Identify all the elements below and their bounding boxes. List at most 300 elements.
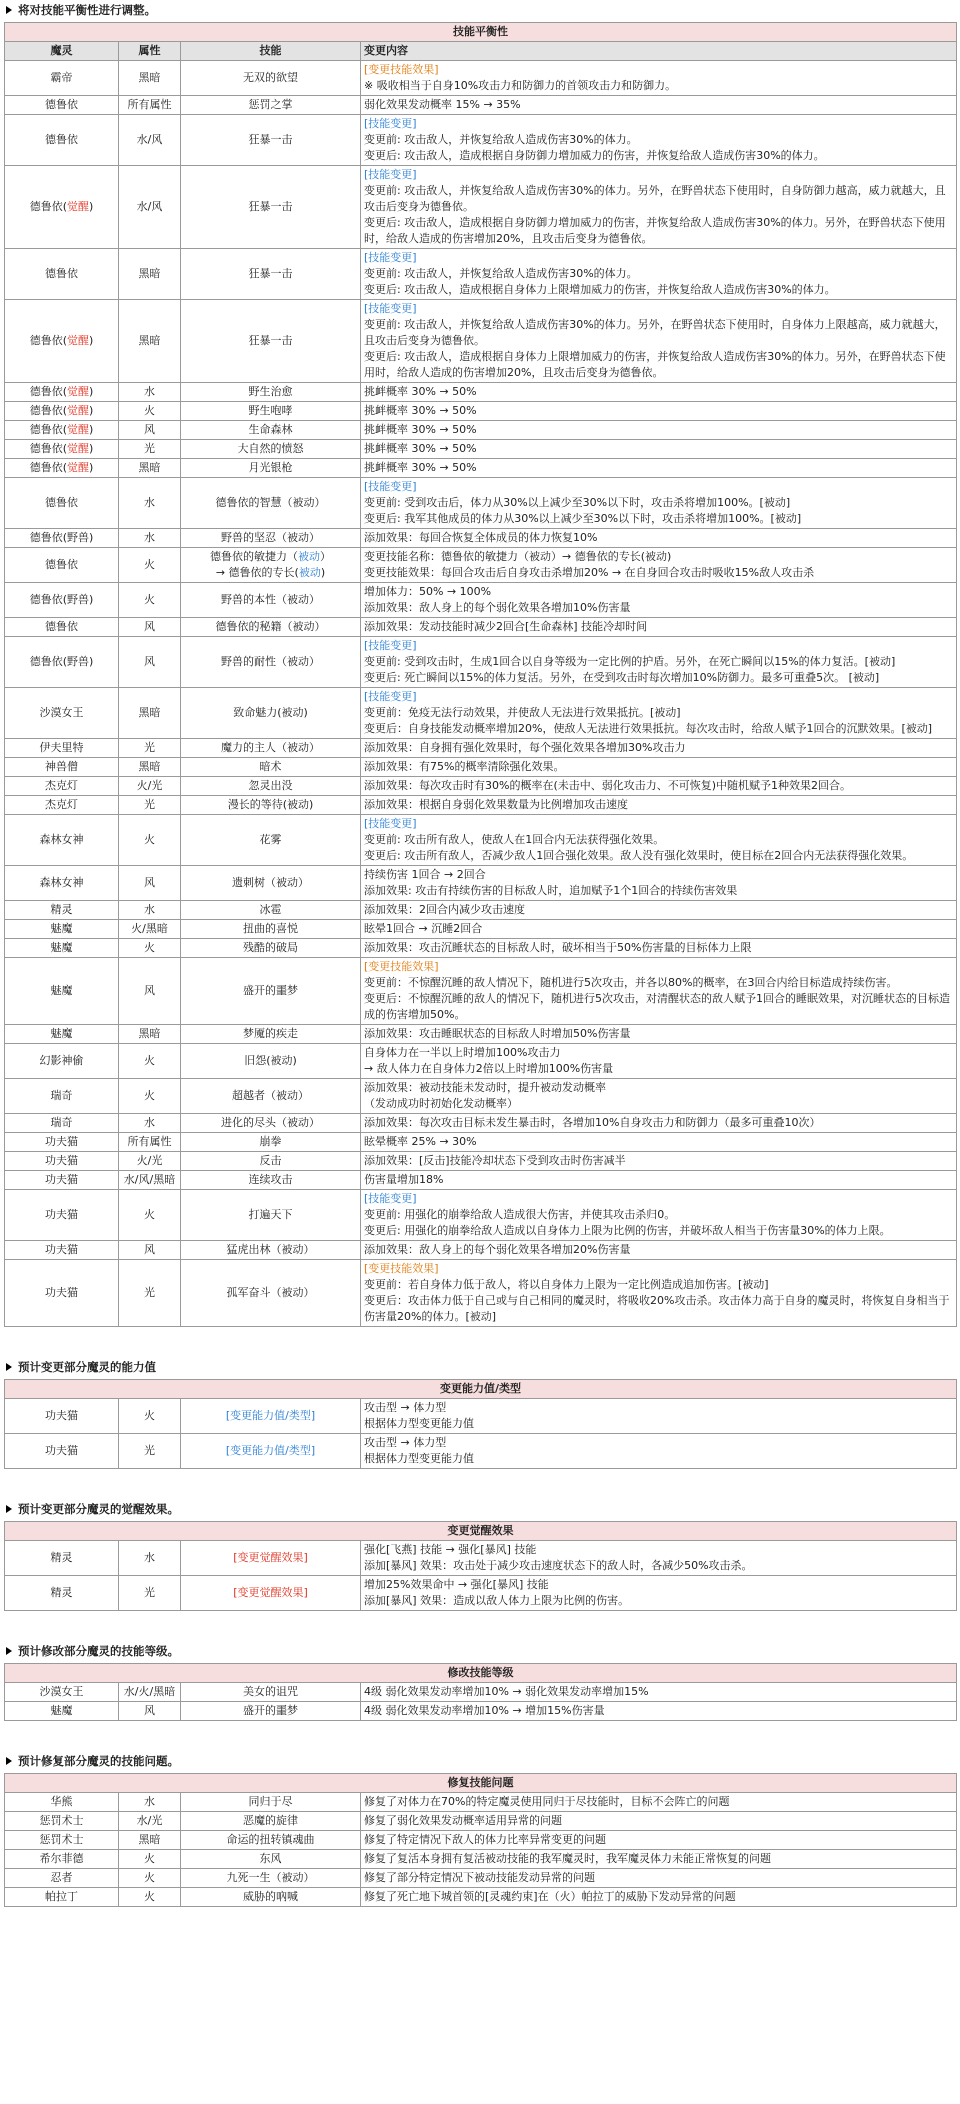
triangle-bullet-icon bbox=[6, 6, 12, 14]
skill-name: 连续攻击 bbox=[181, 1171, 361, 1190]
attribute: 火 bbox=[119, 815, 181, 866]
monster-name-text: 功夫猫 bbox=[45, 1154, 78, 1167]
table-row bbox=[5, 1793, 957, 1812]
description-line: 添加效果：自身拥有强化效果时，每个强化效果各增加30%攻击力 bbox=[364, 741, 686, 754]
monster-name bbox=[5, 1812, 119, 1831]
change-description bbox=[361, 478, 957, 529]
monster-name-text: 伊夫里特 bbox=[39, 741, 84, 754]
section-gap bbox=[0, 1469, 960, 1499]
attribute: 黑暗 bbox=[119, 1831, 181, 1850]
description-line: 添加[暴风] 效果：造成以敌人体力上限为比例的伤害。 bbox=[364, 1594, 630, 1607]
description-line: 添加效果：根据自身弱化效果数量为比例增加攻击速度 bbox=[364, 798, 628, 811]
skill-name: 野生治愈 bbox=[181, 383, 361, 402]
skill-name: 命运的扭转镇魂曲 bbox=[181, 1831, 361, 1850]
description-line: 变更后: 死亡瞬间以15%的体力复活。另外，在受到攻击时每次增加10%防御力。最多可重叠5次。 [被动] bbox=[364, 671, 880, 684]
description-line: 添加效果：被动技能未发动时，提升被动发动概率 bbox=[364, 1081, 606, 1094]
table-caption: 修复技能问题 bbox=[5, 1774, 957, 1793]
table-row bbox=[5, 1434, 957, 1469]
paren: ( bbox=[62, 200, 67, 213]
change-description bbox=[361, 777, 957, 796]
change-description bbox=[361, 1260, 957, 1327]
skill-name: 冰雹 bbox=[181, 901, 361, 920]
monster-name-text: 魅魔 bbox=[50, 922, 73, 935]
awaken-label: 觉醒 bbox=[67, 334, 89, 347]
attribute: 火 bbox=[119, 1869, 181, 1888]
table-row bbox=[5, 1171, 957, 1190]
table-row bbox=[5, 1190, 957, 1241]
attribute: 水 bbox=[119, 1541, 181, 1576]
description-line: 添加效果：有75%的概率清除强化效果。 bbox=[364, 760, 565, 773]
monster-name bbox=[5, 1850, 119, 1869]
description-line: [技能变更] bbox=[364, 690, 417, 703]
monster-name bbox=[5, 478, 119, 529]
description-line: 挑衅概率 30% → 50% bbox=[364, 404, 477, 417]
triangle-bullet-icon bbox=[6, 1757, 12, 1765]
section-title-text: 将对技能平衡性进行调整。 bbox=[18, 3, 156, 17]
section-title-text: 预计修复部分魔灵的技能问题。 bbox=[18, 1754, 179, 1768]
table-row bbox=[5, 1888, 957, 1907]
change-description bbox=[361, 383, 957, 402]
description-line: [技能变更] bbox=[364, 1192, 417, 1205]
section-title bbox=[4, 1357, 956, 1379]
change-description bbox=[361, 249, 957, 300]
section-table bbox=[4, 1379, 957, 1469]
change-description bbox=[361, 1114, 957, 1133]
table-row bbox=[5, 440, 957, 459]
skill-name: 恶魔的旋律 bbox=[181, 1812, 361, 1831]
monster-name bbox=[5, 1133, 119, 1152]
description-line: 眩晕1回合 → 沉睡2回合 bbox=[364, 922, 483, 935]
description-line: 变更后：攻击体力低于自己或与自己相同的魔灵时，将吸收20%攻击杀。攻击体力高于自身的魔灵时，将恢复自身相当于伤害量20%的体力。[被动] bbox=[364, 1294, 950, 1323]
monster-name bbox=[5, 796, 119, 815]
skill-name: 九死一生（被动） bbox=[181, 1869, 361, 1888]
skill-name: 盛开的噩梦 bbox=[181, 1702, 361, 1721]
awaken-label: 觉醒 bbox=[67, 442, 89, 455]
skill-name: 进化的尽头（被动） bbox=[181, 1114, 361, 1133]
description-line: 变更后：自身技能发动概率增加20%，使敌人无法进行效果抵抗。每次攻击时，给敌人赋予1回合的沉默效果。[被动] bbox=[364, 722, 933, 735]
section-title bbox=[4, 0, 956, 22]
skill-name: 花雾 bbox=[181, 815, 361, 866]
monster-name-text: 精灵 bbox=[50, 1551, 73, 1564]
table-row bbox=[5, 548, 957, 583]
description-line: 变更后: 攻击敌人，造成根据自身体力上限增加威力的伤害，并恢复给敌人造成伤害30%的体力。另外，在野兽状态下使用时，给敌人造成的伤害增加20%，且攻击后变身为德鲁依。 bbox=[364, 350, 946, 379]
skill-part: → 德鲁依的专长( bbox=[215, 566, 299, 579]
monster-name-text: 惩罚术士 bbox=[39, 1814, 84, 1827]
description-line: 修复了对体力在70%的特定魔灵使用同归于尽技能时，目标不会阵亡的问题 bbox=[364, 1795, 730, 1808]
monster-name-text: 功夫猫 bbox=[45, 1135, 78, 1148]
description-line: （发动成功时初始化发动概率） bbox=[364, 1097, 518, 1110]
change-description bbox=[361, 1812, 957, 1831]
section-0 bbox=[4, 0, 956, 1327]
skill-part: 被动 bbox=[298, 566, 321, 579]
skill-name: 崩拳 bbox=[181, 1133, 361, 1152]
table-row bbox=[5, 1399, 957, 1434]
section-table bbox=[4, 1521, 957, 1611]
table-row bbox=[5, 1133, 957, 1152]
description-line: 修复了部分特定情况下被动技能发动异常的问题 bbox=[364, 1871, 595, 1884]
monster-name-text: 德鲁依 bbox=[29, 200, 63, 213]
monster-name bbox=[5, 1869, 119, 1888]
monster-name-text: 功夫猫 bbox=[45, 1444, 78, 1457]
monster-name bbox=[5, 548, 119, 583]
monster-name-text: 德鲁依 bbox=[29, 423, 63, 436]
table-row bbox=[5, 637, 957, 688]
table-row bbox=[5, 96, 957, 115]
column-header: 技能 bbox=[181, 42, 361, 61]
attribute: 所有属性 bbox=[119, 96, 181, 115]
table-row bbox=[5, 1044, 957, 1079]
description-line: 变更后: 我军其他成员的体力从30%以上减少至30%以下时，攻击杀将增加100%。[被动] bbox=[364, 512, 802, 525]
description-line: 攻击型 → 体力型 bbox=[364, 1436, 447, 1449]
monster-name bbox=[5, 300, 119, 383]
skill-name: 狂暴一击 bbox=[181, 166, 361, 249]
skill-name: 暗术 bbox=[181, 758, 361, 777]
monster-name bbox=[5, 1241, 119, 1260]
description-line: 变更前：免疫无法行动效果，并使敌人无法进行效果抵抗。[被动] bbox=[364, 706, 681, 719]
table-row bbox=[5, 1541, 957, 1576]
awaken-label: 觉醒 bbox=[67, 200, 89, 213]
description-line: [技能变更] bbox=[364, 117, 417, 130]
description-line: 添加[暴风] 效果：攻击处于减少攻击速度状态下的敌人时，各减少50%攻击杀。 bbox=[364, 1559, 753, 1572]
description-line: 添加效果：攻击睡眠状态的目标敌人时增加50%伤害量 bbox=[364, 1027, 631, 1040]
skill-name: 反击 bbox=[181, 1152, 361, 1171]
monster-name bbox=[5, 866, 119, 901]
section-table bbox=[4, 1773, 957, 1907]
change-description bbox=[361, 1869, 957, 1888]
table-row bbox=[5, 249, 957, 300]
description-line: 增加体力：50% → 100% bbox=[364, 585, 492, 598]
description-line: 4级 弱化效果发动率增加10% → 增加15%伤害量 bbox=[364, 1704, 605, 1717]
section-gap bbox=[0, 1327, 960, 1357]
description-line: 修复了特定情况下敌人的体力比率异常变更的问题 bbox=[364, 1833, 606, 1846]
change-description bbox=[361, 1576, 957, 1611]
attribute: 火/光 bbox=[119, 1152, 181, 1171]
description-line: → 敌人体力在自身体力2倍以上时增加100%伤害量 bbox=[364, 1062, 614, 1075]
attribute: 光 bbox=[119, 1434, 181, 1469]
monster-name-text: 魅魔 bbox=[50, 1027, 73, 1040]
description-line: [技能变更] bbox=[364, 639, 417, 652]
monster-name-text: 霸帝 bbox=[50, 71, 73, 84]
paren: ) bbox=[89, 442, 94, 455]
skill-part: ) bbox=[320, 566, 326, 579]
monster-name-text: 德鲁依(野兽) bbox=[29, 593, 94, 606]
attribute: 光 bbox=[119, 739, 181, 758]
attribute: 火/黑暗 bbox=[119, 920, 181, 939]
description-line: 变更技能名称：德鲁依的敏捷力（被动）→ 德鲁依的专长(被动) bbox=[364, 550, 672, 563]
skill-name: [变更觉醒效果] bbox=[181, 1576, 361, 1611]
section-table bbox=[4, 22, 957, 1327]
monster-name bbox=[5, 583, 119, 618]
change-description bbox=[361, 1434, 957, 1469]
change-description bbox=[361, 1044, 957, 1079]
section-title bbox=[4, 1751, 956, 1773]
description-line: 修复了弱化效果发动概率适用异常的问题 bbox=[364, 1814, 562, 1827]
attribute: 所有属性 bbox=[119, 1133, 181, 1152]
skill-line bbox=[184, 565, 357, 581]
triangle-bullet-icon bbox=[6, 1505, 12, 1513]
skill-name: 无双的欲望 bbox=[181, 61, 361, 96]
change-description bbox=[361, 166, 957, 249]
description-line: 添加效果：[反击]技能冷却状态下受到攻击时伤害减半 bbox=[364, 1154, 626, 1167]
change-description bbox=[361, 796, 957, 815]
change-description bbox=[361, 1702, 957, 1721]
attribute: 火 bbox=[119, 583, 181, 618]
monster-name bbox=[5, 96, 119, 115]
attribute: 水 bbox=[119, 529, 181, 548]
skill-name: [变更觉醒效果] bbox=[181, 1541, 361, 1576]
section-2 bbox=[4, 1499, 956, 1611]
attribute: 火 bbox=[119, 548, 181, 583]
monster-name bbox=[5, 1079, 119, 1114]
change-description bbox=[361, 1831, 957, 1850]
monster-name bbox=[5, 1399, 119, 1434]
attribute: 黑暗 bbox=[119, 459, 181, 478]
change-description bbox=[361, 583, 957, 618]
monster-name bbox=[5, 815, 119, 866]
monster-name bbox=[5, 1260, 119, 1327]
monster-name-text: 德鲁依(野兽) bbox=[29, 655, 94, 668]
attribute: 水 bbox=[119, 1793, 181, 1812]
table-caption-row bbox=[5, 1664, 957, 1683]
description-line: [技能变更] bbox=[364, 302, 417, 315]
attribute: 光 bbox=[119, 1576, 181, 1611]
change-description bbox=[361, 920, 957, 939]
monster-name-text: 神兽僧 bbox=[45, 760, 78, 773]
section-1 bbox=[4, 1357, 956, 1469]
attribute: 水 bbox=[119, 478, 181, 529]
description-line: 变更前：不惊醒沉睡的敌人情况下，随机进行5次攻击，并各以80%的概率，在3回合内给目标造成持续伤害。 bbox=[364, 976, 898, 989]
section-gap bbox=[0, 1721, 960, 1751]
attribute: 水 bbox=[119, 901, 181, 920]
skill-name: 野兽的耐性（被动） bbox=[181, 637, 361, 688]
skill-name: 狂暴一击 bbox=[181, 115, 361, 166]
attribute: 火 bbox=[119, 1079, 181, 1114]
table-row bbox=[5, 920, 957, 939]
monster-name-text: 功夫猫 bbox=[45, 1286, 78, 1299]
attribute: 黑暗 bbox=[119, 688, 181, 739]
change-description bbox=[361, 548, 957, 583]
monster-name bbox=[5, 166, 119, 249]
skill-name: 致命魅力(被动) bbox=[181, 688, 361, 739]
monster-name bbox=[5, 1434, 119, 1469]
monster-name-text: 德鲁依 bbox=[29, 385, 63, 398]
monster-name bbox=[5, 1114, 119, 1133]
description-line: 修复了死亡地下城首领的[灵魂约束]在（火）帕拉丁的威胁下发动异常的问题 bbox=[364, 1890, 736, 1903]
awaken-label: 觉醒 bbox=[67, 461, 89, 474]
change-description bbox=[361, 1133, 957, 1152]
table-row bbox=[5, 402, 957, 421]
change-description bbox=[361, 1888, 957, 1907]
section-table bbox=[4, 1663, 957, 1721]
skill-name: 忽灵出没 bbox=[181, 777, 361, 796]
skill-part: ） bbox=[320, 550, 331, 563]
change-description bbox=[361, 1190, 957, 1241]
section-title bbox=[4, 1641, 956, 1663]
column-header: 魔灵 bbox=[5, 42, 119, 61]
monster-name-text: 沙漠女王 bbox=[39, 706, 84, 719]
monster-name-text: 魅魔 bbox=[50, 984, 73, 997]
table-caption-row bbox=[5, 1522, 957, 1541]
table-row bbox=[5, 1683, 957, 1702]
paren: ) bbox=[89, 334, 94, 347]
table-row bbox=[5, 1241, 957, 1260]
change-description bbox=[361, 637, 957, 688]
table-row bbox=[5, 739, 957, 758]
monster-name-text: 功夫猫 bbox=[45, 1243, 78, 1256]
change-description bbox=[361, 939, 957, 958]
attribute: 水 bbox=[119, 1114, 181, 1133]
table-caption-row bbox=[5, 23, 957, 42]
change-description bbox=[361, 688, 957, 739]
description-line: 变更前: 攻击敌人，并恢复给敌人造成伤害30%的体力。 bbox=[364, 267, 638, 280]
monster-name bbox=[5, 1793, 119, 1812]
skill-name: 漫长的等待(被动) bbox=[181, 796, 361, 815]
description-line: 添加效果：2回合内减少攻击速度 bbox=[364, 903, 525, 916]
skill-name: [变更能力值/类型] bbox=[181, 1434, 361, 1469]
table-row bbox=[5, 300, 957, 383]
monster-name-text: 功夫猫 bbox=[45, 1208, 78, 1221]
attribute: 水 bbox=[119, 383, 181, 402]
description-line: 变更前: 用强化的崩拳给敌人造成很大伤害，并使其攻击杀归0。 bbox=[364, 1208, 676, 1221]
awaken-label: 觉醒 bbox=[67, 404, 89, 417]
skill-name: 大自然的愤怒 bbox=[181, 440, 361, 459]
monster-name-text: 华熊 bbox=[50, 1795, 73, 1808]
description-line: [技能变更] bbox=[364, 817, 417, 830]
description-line: 挑衅概率 30% → 50% bbox=[364, 442, 477, 455]
monster-name-text: 德鲁依 bbox=[45, 267, 78, 280]
description-line: 变更前: 攻击所有敌人，使敌人在1回合内无法获得强化效果。 bbox=[364, 833, 665, 846]
monster-name-text: 德鲁依 bbox=[29, 442, 63, 455]
section-title-text: 预计变更部分魔灵的能力值 bbox=[18, 1360, 156, 1374]
description-line: 持续伤害 1回合 → 2回合 bbox=[364, 868, 486, 881]
table-row bbox=[5, 478, 957, 529]
monster-name bbox=[5, 249, 119, 300]
change-description bbox=[361, 901, 957, 920]
awaken-label: 觉醒 bbox=[67, 385, 89, 398]
monster-name-text: 幻影神偷 bbox=[39, 1054, 84, 1067]
change-description bbox=[361, 1171, 957, 1190]
monster-name bbox=[5, 440, 119, 459]
description-line: 变更后：不惊醒沉睡的敌人的情况下，随机进行5次攻击，对清醒状态的敌人赋予1回合的睡眠效果，对沉睡状态的目标造成的伤害增加50%。 bbox=[364, 992, 950, 1021]
triangle-bullet-icon bbox=[6, 1647, 12, 1655]
description-line: 变更前: 受到攻击后，体力从30%以上减少至30%以下时，攻击杀将增加100%。[被动] bbox=[364, 496, 791, 509]
table-row bbox=[5, 1869, 957, 1888]
description-line: ※ 吸收相当于自身10%攻击力和防御力的首领攻击力和防御力。 bbox=[364, 79, 677, 92]
monster-name-text: 忍者 bbox=[50, 1871, 73, 1884]
monster-name-text: 瑞奇 bbox=[50, 1089, 73, 1102]
monster-name-text: 德鲁依 bbox=[29, 461, 63, 474]
section-3 bbox=[4, 1641, 956, 1721]
table-caption-row bbox=[5, 1774, 957, 1793]
skill-name: 威胁的吶喊 bbox=[181, 1888, 361, 1907]
attribute: 黑暗 bbox=[119, 249, 181, 300]
table-row bbox=[5, 1831, 957, 1850]
table-caption: 变更觉醒效果 bbox=[5, 1522, 957, 1541]
attribute: 光 bbox=[119, 440, 181, 459]
skill-name: 残酷的破局 bbox=[181, 939, 361, 958]
description-line: 变更后: 用强化的崩拳给敌人造成以自身体力上限为比例的伤害，并破坏敌人相当于伤害量30%的体力上限。 bbox=[364, 1224, 891, 1237]
description-line: 自身体力在一半以上时增加100%攻击力 bbox=[364, 1046, 561, 1059]
description-line: 挑衅概率 30% → 50% bbox=[364, 461, 477, 474]
column-header: 变更内容 bbox=[361, 42, 957, 61]
skill-name: 野兽的坚忍（被动） bbox=[181, 529, 361, 548]
monster-name bbox=[5, 1190, 119, 1241]
table-row bbox=[5, 1260, 957, 1327]
description-line: 变更后: 攻击敌人，造成根据自身防御力增加威力的伤害，并恢复给敌人造成伤害30%的体力。另外，在野兽状态下使用时，给敌人造成的伤害增加20%，且攻击后变身为德鲁依。 bbox=[364, 216, 946, 245]
monster-name bbox=[5, 758, 119, 777]
skill-name: 同归于尽 bbox=[181, 1793, 361, 1812]
description-line: [技能变更] bbox=[364, 480, 417, 493]
monster-name-text: 杰克灯 bbox=[45, 798, 78, 811]
change-description bbox=[361, 96, 957, 115]
table-row bbox=[5, 1812, 957, 1831]
monster-name-text: 德鲁依 bbox=[45, 98, 78, 111]
section-title bbox=[4, 1499, 956, 1521]
description-line: 根据体力型变更能力值 bbox=[364, 1452, 474, 1465]
table-row bbox=[5, 688, 957, 739]
change-description bbox=[361, 402, 957, 421]
description-line: 添加效果：每次攻击时有30%的概率在(未击中、弱化攻击力、不可恢复)中随机赋予1种效果2回合。 bbox=[364, 779, 852, 792]
table-row bbox=[5, 901, 957, 920]
table-row bbox=[5, 421, 957, 440]
skill-name: 惩罚之掌 bbox=[181, 96, 361, 115]
change-description bbox=[361, 459, 957, 478]
skill-name: 德鲁依的秘籍（被动） bbox=[181, 618, 361, 637]
description-line: 添加效果：发动技能时减少2回合[生命森林] 技能冷却时间 bbox=[364, 620, 648, 633]
description-line: 变更前: 受到攻击时，生成1回合以自身等级为一定比例的护盾。另外，在死亡瞬间以15%的体力复活。[被动] bbox=[364, 655, 896, 668]
change-description bbox=[361, 115, 957, 166]
attribute: 火 bbox=[119, 939, 181, 958]
monster-name bbox=[5, 739, 119, 758]
attribute: 风 bbox=[119, 637, 181, 688]
monster-name-text: 精灵 bbox=[50, 1586, 73, 1599]
table-row bbox=[5, 459, 957, 478]
paren: ) bbox=[89, 404, 94, 417]
attribute: 黑暗 bbox=[119, 61, 181, 96]
table-row bbox=[5, 1025, 957, 1044]
table-row bbox=[5, 383, 957, 402]
monster-name bbox=[5, 1683, 119, 1702]
attribute: 光 bbox=[119, 1260, 181, 1327]
description-line: 修复了复活本身拥有复活被动技能的我军魔灵时，我军魔灵体力未能正常恢复的问题 bbox=[364, 1852, 771, 1865]
description-line: 添加效果：敌人身上的每个弱化效果各增加10%伤害量 bbox=[364, 601, 631, 614]
skill-name: 魔力的主人（被动） bbox=[181, 739, 361, 758]
monster-name-text: 杰克灯 bbox=[45, 779, 78, 792]
section-title-text: 预计变更部分魔灵的觉醒效果。 bbox=[18, 1502, 179, 1516]
change-description bbox=[361, 1399, 957, 1434]
section-title-text: 预计修改部分魔灵的技能等级。 bbox=[18, 1644, 179, 1658]
attribute: 水/光 bbox=[119, 1812, 181, 1831]
description-line: 变更前: 攻击敌人，并恢复给敌人造成伤害30%的体力。另外，在野兽状态下使用时，自身体力上限越高，威力就越大，且攻击后变身为德鲁依。 bbox=[364, 318, 946, 347]
skill-name: 超越者（被动） bbox=[181, 1079, 361, 1114]
attribute: 风 bbox=[119, 1241, 181, 1260]
attribute: 风 bbox=[119, 618, 181, 637]
monster-name bbox=[5, 1831, 119, 1850]
monster-name bbox=[5, 421, 119, 440]
change-description bbox=[361, 958, 957, 1025]
description-line: 变更后: 攻击所有敌人，否减少敌人1回合强化效果。敌人没有强化效果时，使目标在2回合内无法获得强化效果。 bbox=[364, 849, 914, 862]
skill-name: 德鲁依的智慧（被动） bbox=[181, 478, 361, 529]
monster-name-text: 德鲁依 bbox=[29, 404, 63, 417]
change-description bbox=[361, 1079, 957, 1114]
triangle-bullet-icon bbox=[6, 1363, 12, 1371]
monster-name bbox=[5, 115, 119, 166]
monster-name bbox=[5, 1702, 119, 1721]
attribute: 火 bbox=[119, 402, 181, 421]
paren: ( bbox=[62, 385, 67, 398]
monster-name bbox=[5, 688, 119, 739]
attribute: 风 bbox=[119, 958, 181, 1025]
